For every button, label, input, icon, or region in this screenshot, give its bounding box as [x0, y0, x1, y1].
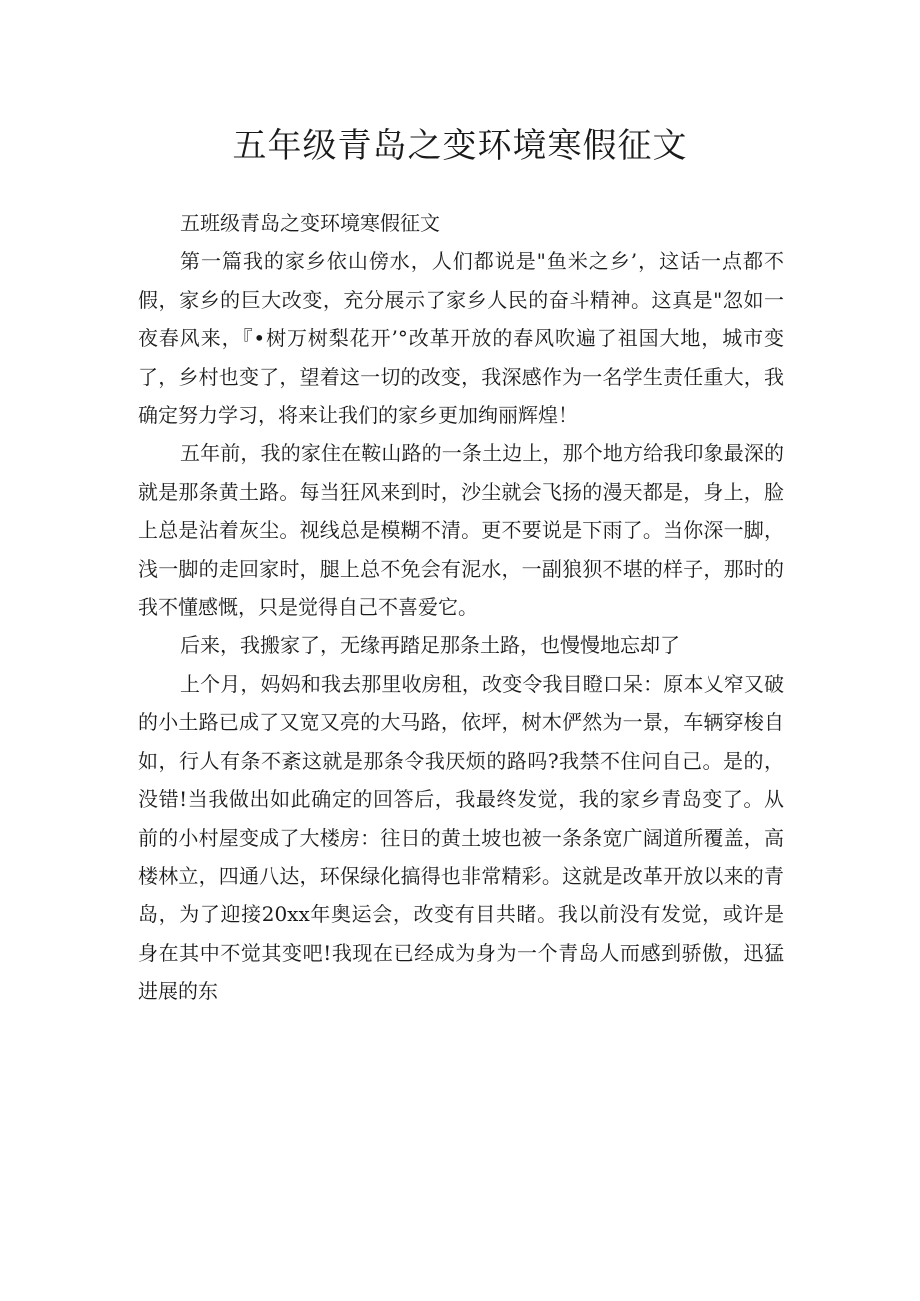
document-title: 五年级青岛之变环境寒假征文	[232, 126, 688, 166]
paragraph: 后来，我搬家了，无缘再踏足那条土路，也慢慢地忘却了	[180, 633, 680, 658]
paragraph: 第一篇我的家乡依山傍水，人们都说是"鱼米之乡’，这话一点都不假，家乡的巨大改变，充分展示了家乡人民的奋斗精神。这真是"忽如一夜春风来，『•树万树梨花开’°改革开放的春风吹遍了祖国大地，城市变了，乡村也变了，望着这一切的改变，我深感作为一名学生责任重大，我确定努力学习，将来让我们的家乡更加绚丽辉煌！	[138, 249, 784, 428]
paragraph: 五年前，我的家住在鞍山路的一条土边上，那个地方给我印象最深的就是那条黄土路。每当狂风来到时，沙尘就会飞扬的漫天都是，身上，脸上总是沾着灰尘。视线总是模糊不清。更不要说是下雨了。当你深一脚，浅一脚的走回家时，腿上总不免会有泥水，一副狼狈不堪的样子，那时的我不懂感慨，只是觉得自己不喜爱它。	[138, 441, 784, 620]
paragraph-subtitle: 五班级青岛之变环境寒假征文	[180, 211, 440, 235]
document-body	[138, 204, 784, 1011]
paragraph: 上个月，妈妈和我去那里收房租，改变令我目瞪口呆：原本乂窄又破的小土路已成了又宽又亮的大马路，依坪，树木俨然为一景，车辆穿梭自如，行人有条不紊这就是那条令我厌烦的路吗?我禁不住问自己。是的，没错!当我做出如此确定的回答后，我最终发觉，我的家乡青岛变了。从前的小村屋变成了大楼房：往日的黄土坡也被一条条宽广阔道所覆盖，高楼林立，四通八达，环保绿化搞得也非常精彩。这就是改革开放以来的青岛，为了迎接20xx年奥运会，改变有目共睹。我以前没有发觉，或许是身在其中不觉其变吧!我现在已经成为身为一个青岛人而感到骄傲，迅猛进展的东	[138, 671, 784, 1004]
